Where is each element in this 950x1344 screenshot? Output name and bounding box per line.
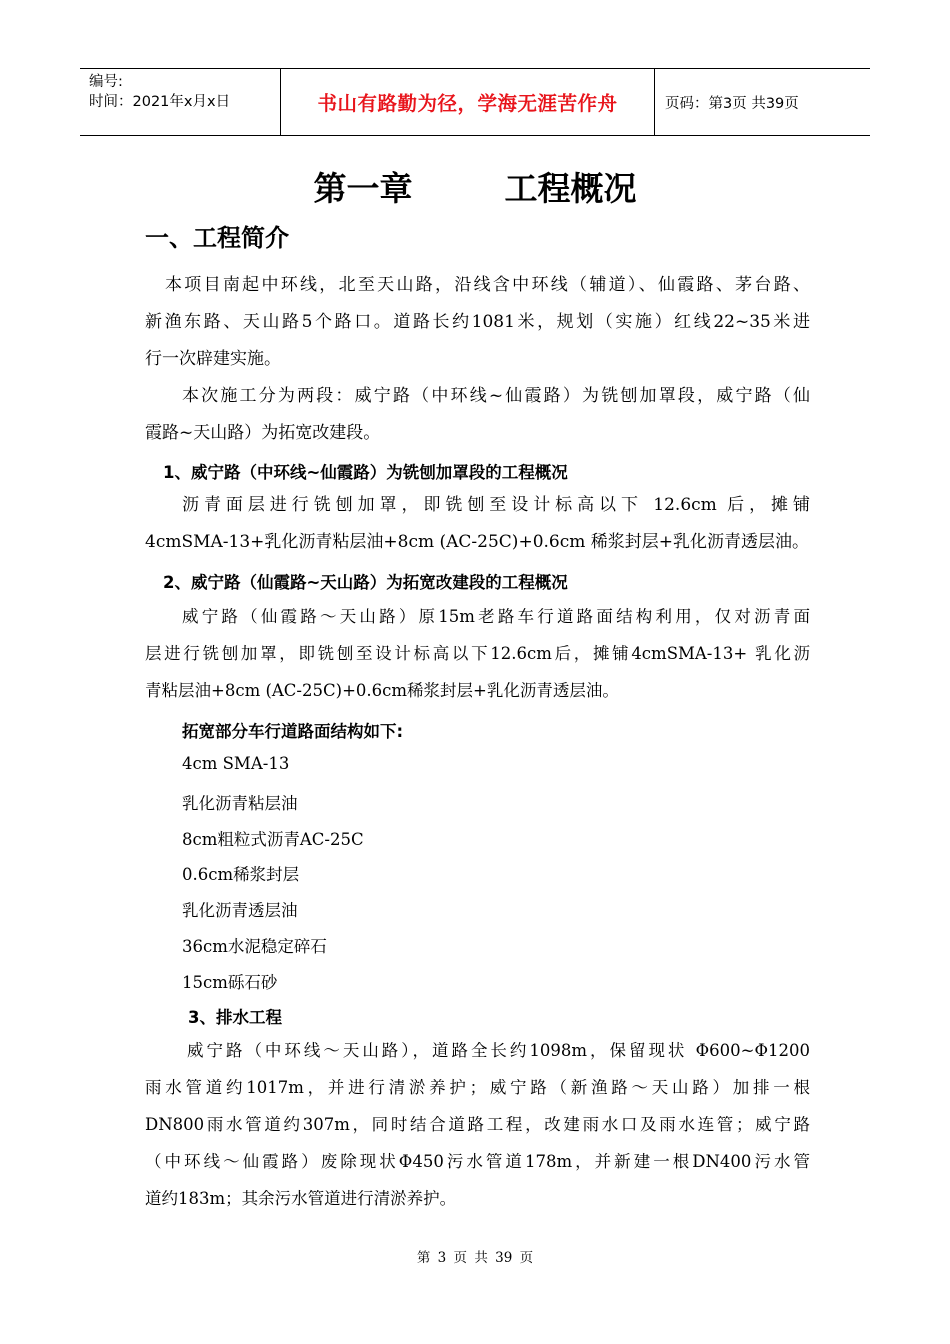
subsection-2-heading: 2、威宁路（仙霞路~天山路）为拓宽改建段的工程概况	[163, 573, 568, 592]
sub3-line: 道约183m；其余污水管道进行清淤养护。	[145, 1189, 457, 1208]
sub2-line: 层进行铣刨加罩，即铣刨至设计标高以下12.6cm后，摊铺4cmSMA-13+ 乳化沥	[145, 644, 810, 663]
document-header	[80, 68, 870, 136]
sub2-line: 威宁路（仙霞路～天山路）原15m老路车行道路面结构利用，仅对沥青面	[182, 607, 810, 626]
motto-text: 书山有路勤为径，学海无涯苦作舟	[317, 92, 618, 115]
intro-line: 本项目南起中环线，北至天山路，沿线含中环线（辅道）、仙霞路、茅台路、	[165, 275, 810, 295]
structure-item: 乳化沥青透层油	[182, 901, 298, 920]
sub3-line: DN800雨水管道约307m，同时结合道路工程，改建雨水口及雨水连管；威宁路	[145, 1115, 810, 1134]
phase-line: 本次施工分为两段：威宁路（中环线~仙霞路）为铣刨加罩段，威宁路（仙	[182, 386, 810, 406]
chapter-title: 第一章 工程概况	[313, 169, 637, 208]
sub3-line: 威宁路（中环线～天山路），道路全长约1098m，保留现状 Φ600~Φ1200	[187, 1041, 810, 1060]
structure-item: 乳化沥青粘层油	[182, 794, 298, 813]
sub3-line: （中环线～仙霞路）废除现状Φ450污水管道178m，并新建一根DN400污水管	[145, 1152, 810, 1171]
intro-line: 新渔东路、天山路5个路口。道路长约1081米，规划（实施）红线22~35米进	[145, 312, 810, 332]
page-label: 页码：第3页 共39页	[665, 95, 799, 112]
header-meta-cell	[80, 69, 281, 135]
sub3-line: 雨水管道约1017m，并进行清淤养护；威宁路（新渔路～天山路）加排一根	[145, 1078, 810, 1097]
page-cell	[655, 69, 870, 135]
number-label: 编号:	[89, 74, 123, 90]
intro-paragraph	[145, 267, 810, 378]
intro-line: 行一次辟建实施。	[145, 349, 281, 369]
structure-item: 36cm水泥稳定碎石	[182, 937, 327, 956]
structure-heading: 拓宽部分车行道路面结构如下:	[182, 722, 404, 741]
subsection-1-heading: 1、威宁路（中环线~仙霞路）为铣刨加罩段的工程概况	[163, 463, 568, 482]
date-label: 时间：2021年x月x日	[89, 94, 231, 110]
subsection-2-body	[145, 598, 810, 709]
structure-item: 15cm砾石砂	[182, 973, 278, 992]
subsection-3-heading: 3、排水工程	[188, 1008, 282, 1027]
structure-item: 4cm SMA-13	[182, 754, 290, 773]
subsection-3-body	[145, 1032, 810, 1217]
structure-item: 8cm粗粒式沥青AC-25C	[182, 830, 364, 849]
section-title: 一、工程简介	[145, 224, 289, 252]
sub2-line: 青粘层油+8cm (AC-25C)+0.6cm稀浆封层+乳化沥青透层油。	[145, 681, 619, 700]
phase-line: 霞路~天山路）为拓宽改建段。	[145, 423, 381, 443]
motto-cell	[281, 69, 655, 135]
phase-paragraph	[145, 378, 810, 452]
subsection-1-body	[145, 487, 810, 561]
structure-item: 0.6cm稀浆封层	[182, 865, 300, 884]
sub1-line: 沥青面层进行铣刨加罩，即铣刨至设计标高以下 12.6cm 后，摊铺	[182, 495, 810, 515]
page-footer: 第 3 页 共 39 页	[416, 1250, 534, 1266]
sub1-line: 4cmSMA-13+乳化沥青粘层油+8cm (AC-25C)+0.6cm 稀浆封层+乳化沥青透层油。	[145, 532, 810, 552]
